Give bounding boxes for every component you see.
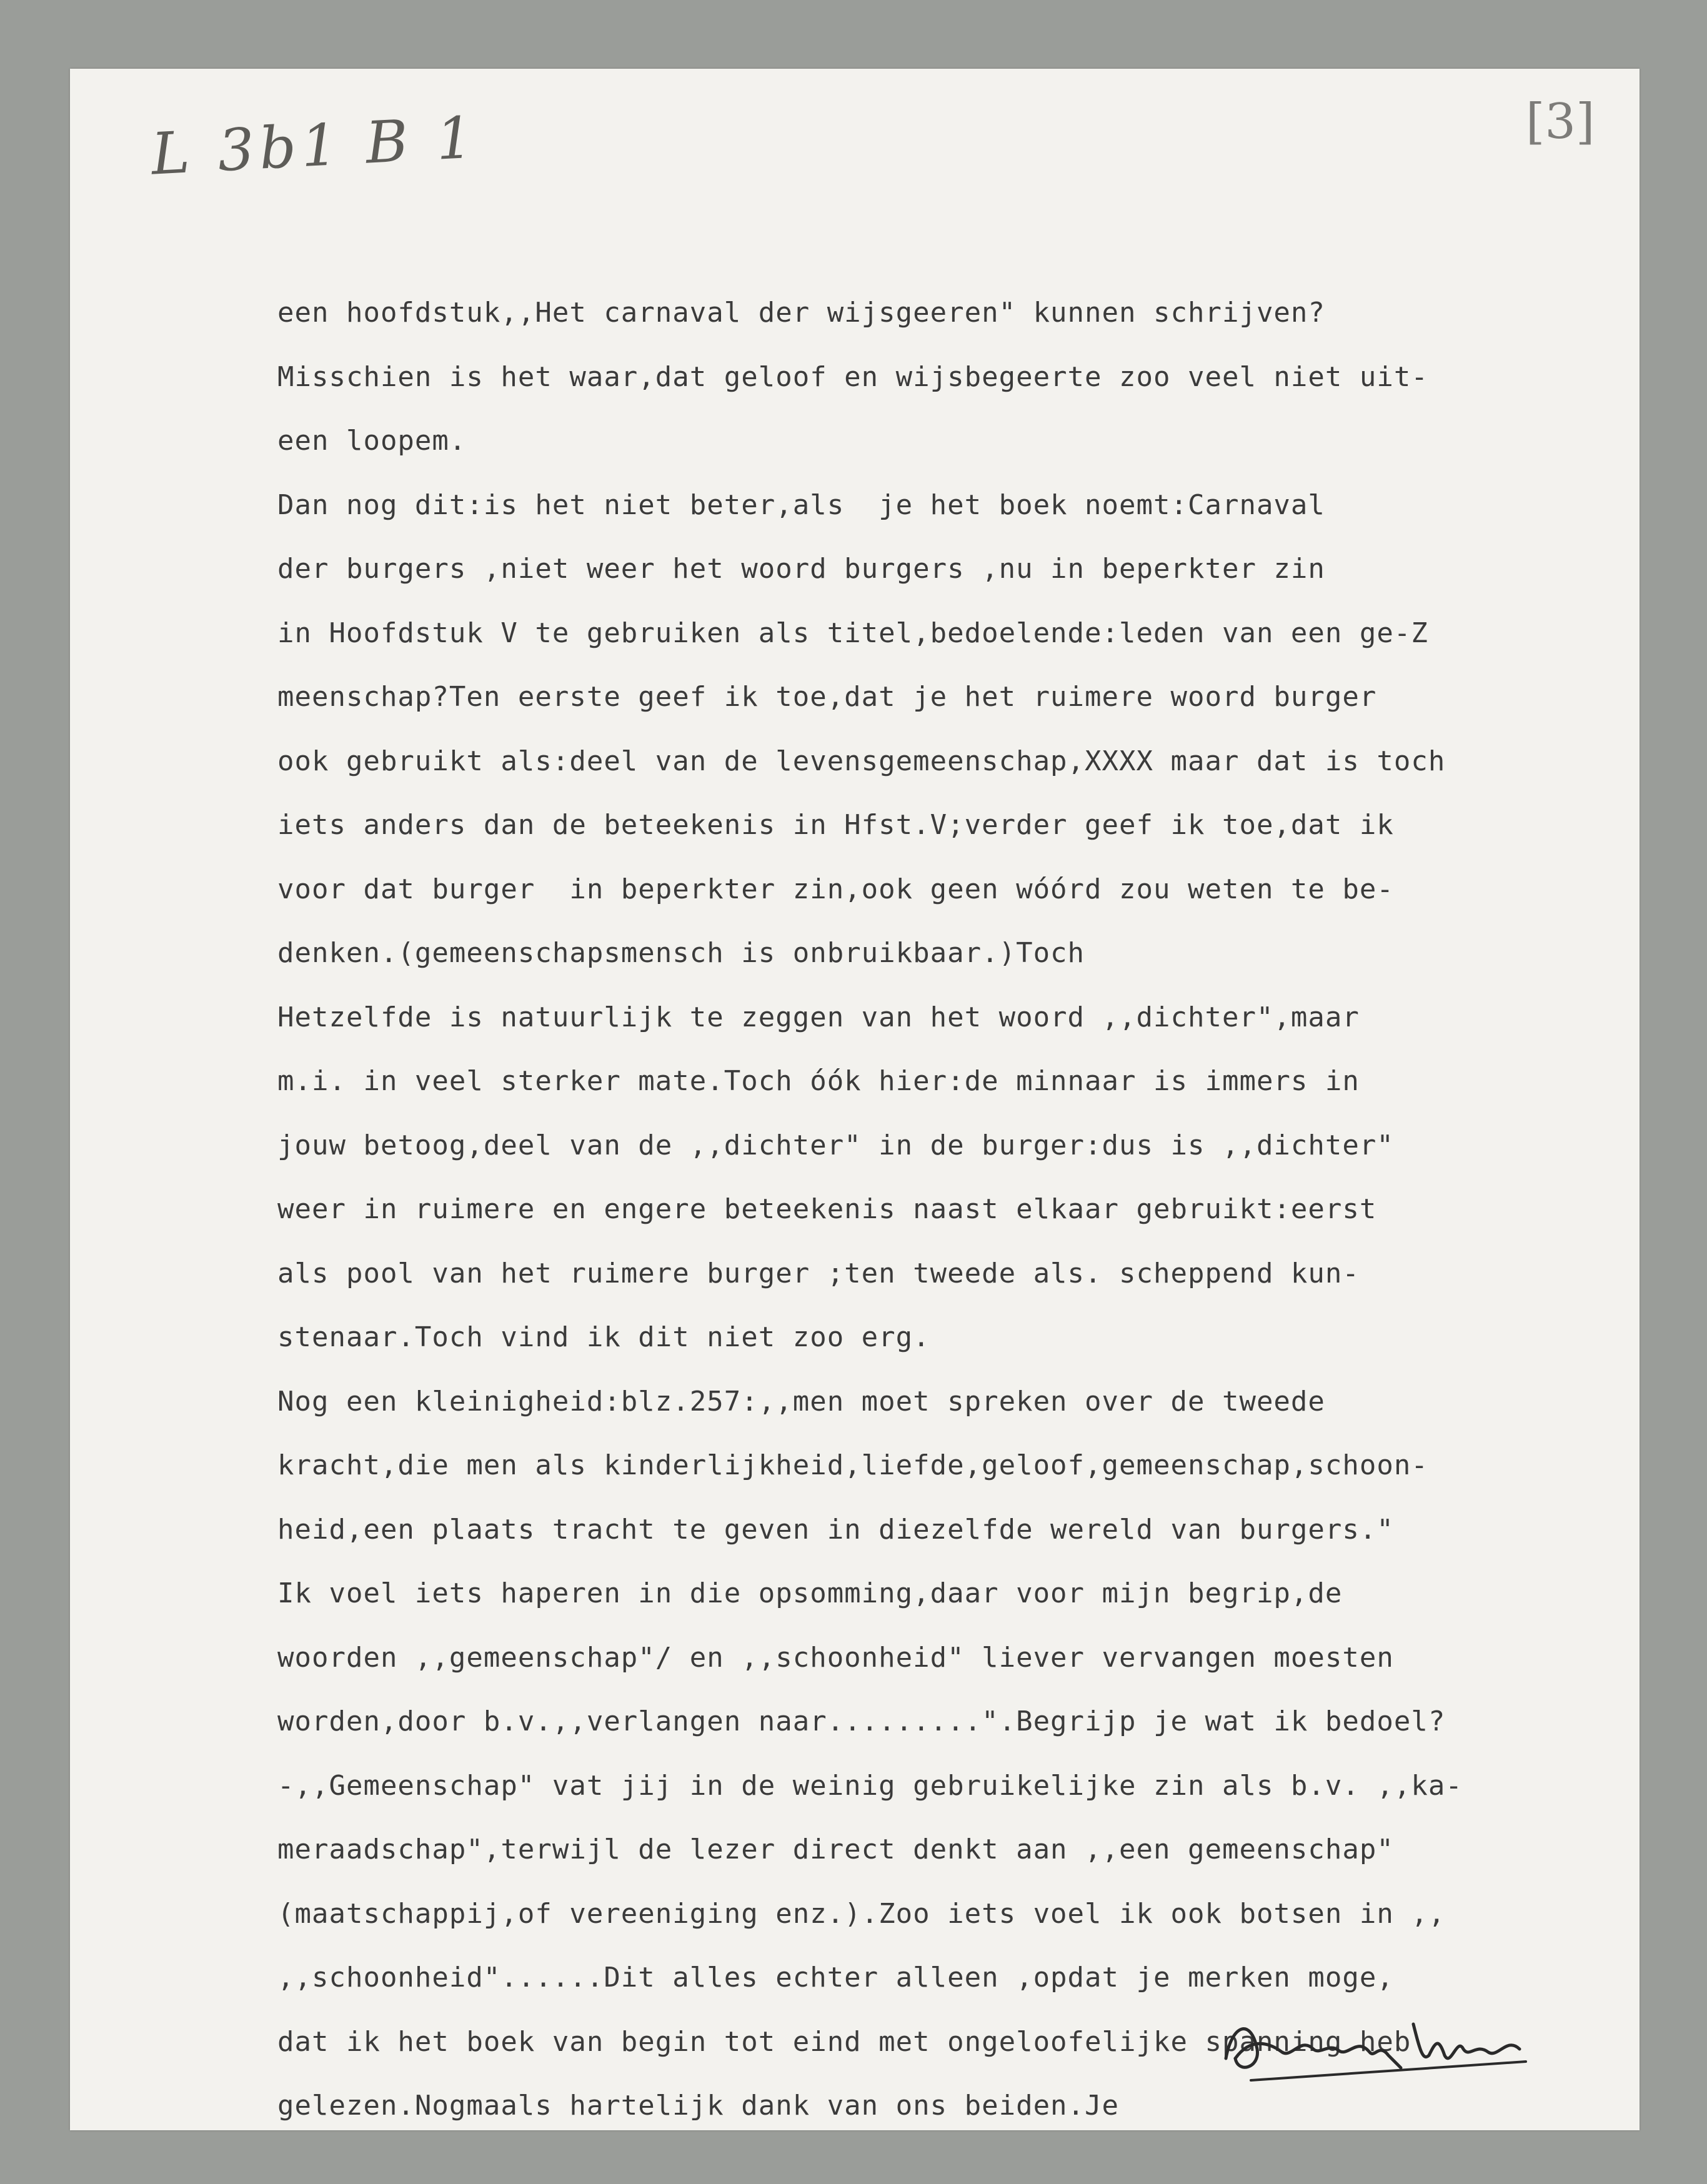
letter-line: iets anders dan de beteekenis in Hfst.V;verder geef ik toe,dat ik bbox=[277, 809, 1394, 841]
letter-line: gelezen.Nogmaals hartelijk dank van ons beiden.Je bbox=[277, 2090, 1120, 2122]
page-number-annotation: [3] bbox=[1526, 94, 1595, 150]
letter-line: kracht,die men als kinderlijkheid,liefde,geloof,gemeenschap,schoon- bbox=[277, 1449, 1428, 1481]
letter-line: voor dat burger in beperkter zin,ook geen wóórd zou weten te be- bbox=[277, 873, 1394, 905]
letter-line: Dan nog dit:is het niet beter,als je het boek noemt:Carnaval bbox=[277, 489, 1325, 521]
letter-line: een hoofdstuk,,Het carnaval der wijsgeeren" kunnen schrijven? bbox=[277, 297, 1325, 329]
letter-line: als pool van het ruimere burger ;ten tweede als. scheppend kun- bbox=[277, 1257, 1360, 1289]
letter-line: meenschap?Ten eerste geef ik toe,dat je het ruimere woord burger bbox=[277, 681, 1377, 713]
letter-line: der burgers ,niet weer het woord burgers ,nu in beperkter zin bbox=[277, 553, 1325, 585]
archive-reference-annotation: L 3b1 B 1 bbox=[149, 104, 480, 188]
letter-line: Ik voel iets haperen in die opsomming,daar voor mijn begrip,de bbox=[277, 1577, 1343, 1609]
letter-line: (maatschappij,of vereeniging enz.).Zoo iets voel ik ook botsen in ,, bbox=[277, 1897, 1446, 1930]
letter-line: weer in ruimere en engere beteekenis naast elkaar gebruikt:eerst bbox=[277, 1193, 1377, 1225]
letter-line: ook gebruikt als:deel van de levensgemeenschap,XXXX maar dat is toch bbox=[277, 745, 1446, 777]
letter-line: Misschien is het waar,dat geloof en wijsbegeerte zoo veel niet uit- bbox=[277, 360, 1428, 393]
letter-line: meraadschap",terwijl de lezer direct denkt aan ,,een gemeenschap" bbox=[277, 1834, 1394, 1865]
letter-line: worden,door b.v.,,verlangen naar.........".Begrijp je wat ik bedoel? bbox=[277, 1705, 1446, 1737]
letter-line: Hetzelfde is natuurlijk te zeggen van het woord ,,dichter",maar bbox=[277, 1001, 1360, 1033]
letter-line: heid,een plaats tracht te geven in diezelfde wereld van burgers." bbox=[277, 1513, 1394, 1546]
letter-sheet bbox=[70, 69, 1640, 2130]
letter-line: denken.(gemeenschapsmensch is onbruikbaar.)Toch bbox=[277, 937, 1085, 969]
letter-line: Nog een kleinigheid:blz.257:,,men moet spreken over de tweede bbox=[277, 1385, 1325, 1417]
letter-line: jouw betoog,deel van de ,,dichter" in de burger:dus is ,,dichter" bbox=[277, 1129, 1394, 1161]
letter-line: m.i. in veel sterker mate.Toch óók hier:de minnaar is immers in bbox=[277, 1065, 1360, 1097]
letter-line: een loopem. bbox=[277, 425, 467, 457]
letter-line: woorden ,,gemeenschap"/ en ,,schoonheid" liever vervangen moesten bbox=[277, 1641, 1394, 1674]
letter-line: in Hoofdstuk V te gebruiken als titel,bedoelende:leden van een ge-Z bbox=[277, 617, 1428, 649]
letter-line: ,,schoonheid"......Dit alles echter alleen ,opdat je merken moge, bbox=[277, 1962, 1394, 1993]
letter-line: -,,Gemeenschap" vat jij in de weinig gebruikelijke zin als b.v. ,,ka- bbox=[277, 1769, 1463, 1802]
handwritten-signature bbox=[1213, 1999, 1538, 2093]
letter-line: stenaar.Toch vind ik dit niet zoo erg. bbox=[277, 1321, 930, 1353]
typed-letter-body bbox=[277, 281, 1640, 2138]
letter-line: dat ik het boek van begin tot eind met ongeloofelijke spanning heb bbox=[277, 2025, 1411, 2058]
